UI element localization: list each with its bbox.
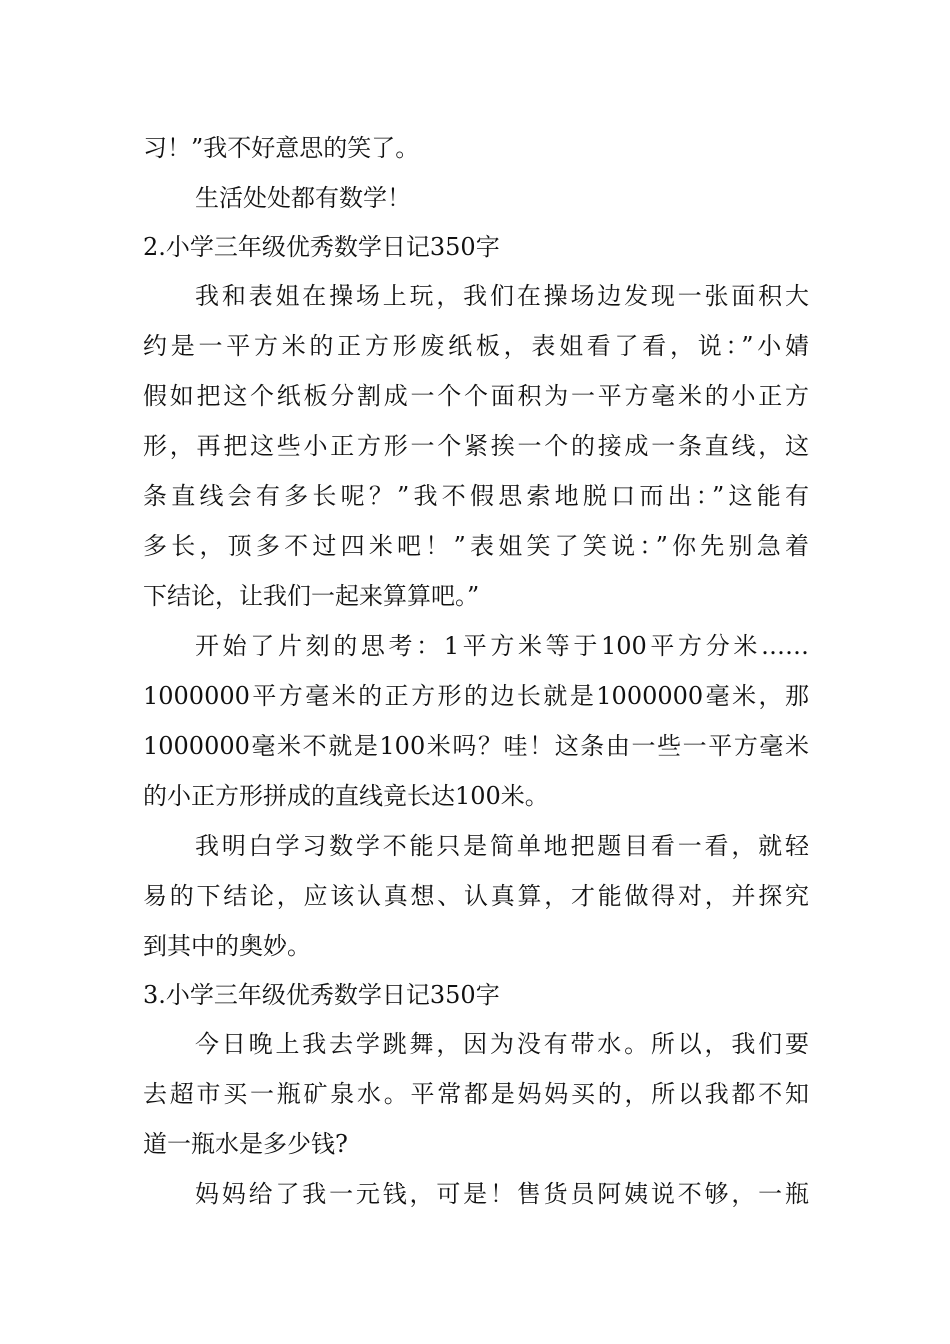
paragraph-line: 今日晚上我去学跳舞，因为没有带水。所以，我们要 (195, 1030, 809, 1058)
paragraph-line: 我明白学习数学不能只是简单地把题目看一看，就轻 (195, 832, 809, 860)
paragraph-line: 条直线会有多长呢？”我不假思索地脱口而出：”这能有 (143, 482, 809, 510)
paragraph-line: 妈妈给了我一元钱，可是！售货员阿姨说不够，一瓶 (195, 1180, 809, 1208)
paragraph-line: 去超市买一瓶矿泉水。平常都是妈妈买的，所以我都不知 (143, 1080, 809, 1108)
paragraph-line: 1000000毫米不就是100米吗？哇！这条由一些一平方毫米 (143, 732, 809, 760)
paragraph-line: 我和表姐在操场上玩，我们在操场边发现一张面积大 (195, 282, 809, 310)
section-heading: 2.小学三年级优秀数学日记350字 (143, 233, 500, 261)
paragraph-line: 约是一平方米的正方形废纸板，表姐看了看，说：”小婧 (143, 332, 809, 360)
document-body (143, 123, 809, 1219)
paragraph-line: 下结论，让我们一起来算算吧。” (143, 582, 480, 610)
paragraph-line: 形，再把这些小正方形一个紧挨一个的接成一条直线，这 (143, 432, 809, 460)
paragraph-line: 1000000平方毫米的正方形的边长就是1000000毫米，那 (143, 682, 809, 710)
paragraph-line: 道一瓶水是多少钱? (143, 1130, 348, 1158)
paragraph-line: 习！”我不好意思的笑了。 (143, 134, 420, 162)
paragraph-line: 开始了片刻的思考：1平方米等于100平方分米…… (195, 632, 809, 660)
paragraph-line: 易的下结论，应该认真想、认真算，才能做得对，并探究 (143, 882, 809, 910)
paragraph-line: 生活处处都有数学！ (195, 184, 411, 212)
paragraph-line: 到其中的奥妙。 (143, 932, 311, 960)
paragraph-line: 多长，顶多不过四米吧！”表姐笑了笑说：”你先别急着 (143, 532, 809, 560)
section-heading: 3.小学三年级优秀数学日记350字 (143, 981, 500, 1009)
paragraph-line: 的小正方形拼成的直线竟长达100米。 (143, 782, 549, 810)
paragraph-line: 假如把这个纸板分割成一个个面积为一平方毫米的小正方 (143, 382, 809, 410)
